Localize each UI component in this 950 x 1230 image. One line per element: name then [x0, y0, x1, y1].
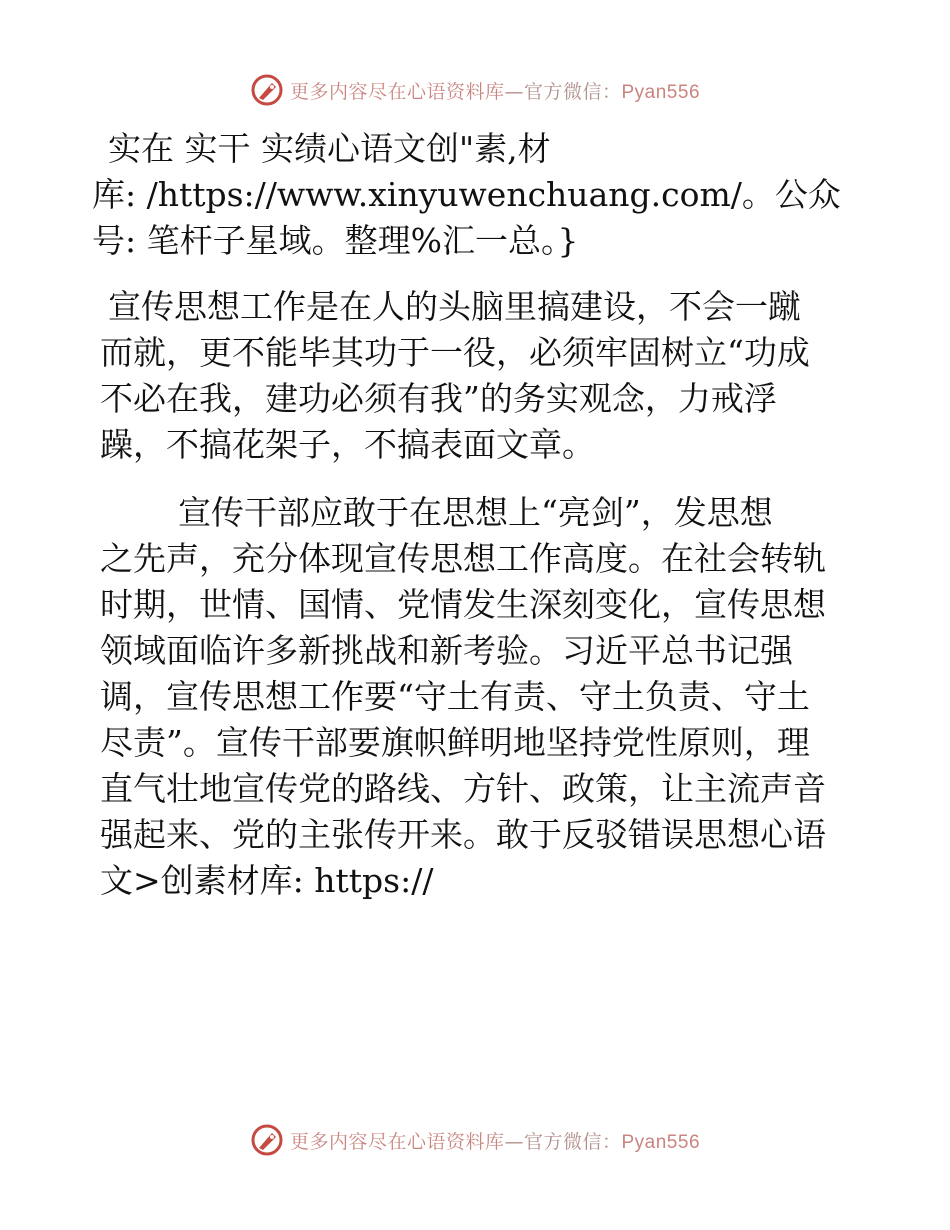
text-line: 而就，更不能毕其功于一役，必须牢固树立“功成	[100, 333, 810, 372]
header-banner	[0, 70, 950, 110]
pen-nib-logo-icon	[250, 1123, 284, 1157]
paragraph-1	[100, 126, 860, 172]
text-line: 之先声，充分体现宣传思想工作高度。在社会转轨	[100, 539, 826, 578]
paragraph-1-cont	[92, 172, 860, 264]
banner-wechat-id: Pyan556	[621, 1131, 701, 1153]
banner-wechat-label: —官方微信：	[504, 80, 622, 103]
banner-title: 更多内容尽在心语资料库	[289, 80, 505, 103]
banner-wechat-id: Pyan556	[621, 81, 701, 103]
paragraph-3	[100, 490, 860, 904]
footer-banner	[0, 1120, 950, 1160]
banner-text	[290, 77, 700, 104]
text-line: 躁，不搞花架子，不搞表面文章。	[100, 425, 595, 464]
text-line: 实在 实干 实绩心语文创"素,材	[108, 129, 551, 168]
text-line: 尽责”。宣传干部要旗帜鲜明地坚持党性原则，理	[100, 723, 810, 762]
text-line: 不必在我，建功必须有我”的务实观念，力戒浮	[100, 379, 777, 418]
banner-text	[290, 1127, 700, 1154]
text-line: 宣传干部应敢于在思想上“亮剑”，发思想	[178, 493, 773, 532]
text-line: 号: 笔杆子星域。整理%汇一总。}	[92, 221, 579, 260]
pen-nib-logo-icon	[250, 73, 284, 107]
text-line: 文>创素材库: https://	[100, 861, 434, 900]
document-body	[92, 126, 860, 904]
paragraph-2	[100, 284, 860, 468]
banner-wechat-label: —官方微信：	[504, 1130, 622, 1153]
text-line: 强起来、党的主张传开来。敢于反驳错误思想心语	[100, 815, 826, 854]
text-line: 宣传思想工作是在人的头脑里搞建设，不会一蹴	[108, 287, 801, 326]
text-line: 时期，世情、国情、党情发生深刻变化，宣传思想	[100, 585, 826, 624]
text-line: 库: /https://www.xinyuwenchuang.com/。公众	[92, 175, 841, 214]
text-line: 调，宣传思想工作要“守土有责、守土负责、守土	[100, 677, 810, 716]
banner-title: 更多内容尽在心语资料库	[289, 1130, 505, 1153]
text-line: 直气壮地宣传党的路线、方针、政策，让主流声音	[100, 769, 826, 808]
text-line: 领域面临许多新挑战和新考验。习近平总书记强	[100, 631, 793, 670]
